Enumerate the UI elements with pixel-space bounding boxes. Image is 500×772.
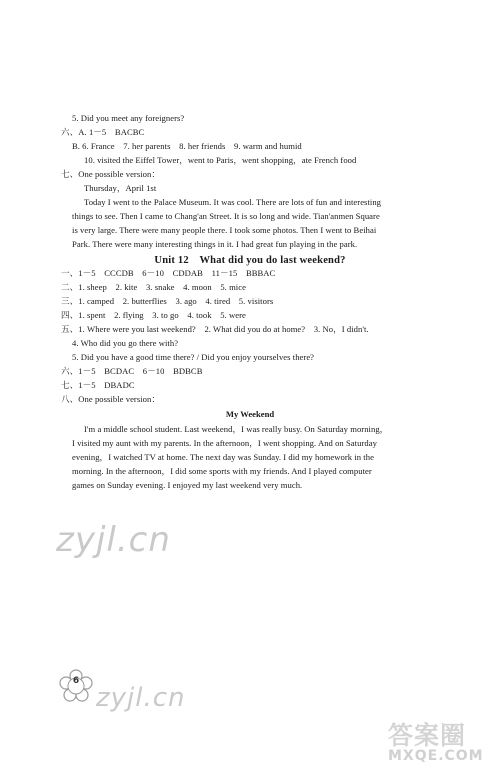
corner-watermark-url: MXQE.COM: [388, 748, 484, 764]
essay-line: I visited my aunt with my parents. In the afternoon，I went shopping. And on Saturday: [72, 438, 377, 448]
flower-icon: [58, 668, 94, 704]
answer-line: 八、One possible version：: [61, 394, 161, 404]
answer-line: 二、1. sheep 2. kite 3. snake 4. moon 5. mice: [61, 282, 246, 292]
answer-line: 4. Who did you go there with?: [72, 338, 179, 348]
diary-line: things to see. Then I came to Chang'an Street. It is so long and wide. Tian'anmen Square: [72, 211, 380, 221]
essay-title: My Weekend: [225, 409, 275, 419]
essay-line: evening，I watched TV at home. The next day was Sunday. I did my homework in the: [72, 452, 374, 462]
corner-watermark: [388, 722, 484, 764]
section-seven-heading: 七、One possible version：: [61, 169, 161, 179]
diary-line: is very large. There were many people there. I took some photos. Then I went to Beihai: [72, 225, 377, 235]
unit-title: Unit 12 What did you do last weekend?: [154, 255, 346, 266]
essay-line: I'm a middle school student. Last weekend，I was really busy. On Saturday morning，: [84, 424, 389, 434]
q5-line: 5. Did you meet any foreigners?: [72, 113, 185, 123]
watermark-logo: zyjl.cn: [56, 520, 171, 560]
watermark-logo-bottom: zyjl.cn: [96, 683, 186, 713]
section-six-b: B. 6. France 7. her parents 8. her friends 9. warm and humid: [72, 141, 302, 151]
answer-line: 三、1. camped 2. butterflies 3. ago 4. tired 5. visitors: [61, 296, 274, 306]
answer-line: 六、1－5 BCDAC 6－10 BDBCB: [61, 366, 203, 376]
answer-line: 七、1－5 DBADC: [61, 380, 135, 390]
answer-line: 五、1. Where were you last weekend? 2. What did you do at home? 3. No，I didn't.: [61, 324, 369, 334]
diary-line: Today I went to the Palace Museum. It was cool. There are lots of fun and interesting: [84, 197, 382, 207]
page-number: 6: [72, 676, 80, 686]
essay-line: games on Sunday evening. I enjoyed my last weekend very much.: [72, 480, 303, 490]
answer-line: 一、1－5 CCCDB 6－10 CDDAB 11－15 BBBAC: [61, 268, 276, 278]
section-six-b-10: 10. visited the Eiffel Tower，went to Paris，went shopping，ate French food: [84, 155, 357, 165]
answer-line: 四、1. spent 2. flying 3. to go 4. took 5. were: [61, 310, 246, 320]
essay-line: morning. In the afternoon，I did some sports with my friends. And I played computer: [72, 466, 372, 476]
diary-line: Park. There were many interesting things in it. I had great fun playing in the park.: [72, 239, 358, 249]
diary-date: Thursday，April 1st: [84, 183, 157, 193]
corner-watermark-text: 答案圈: [388, 721, 467, 750]
answer-line: 5. Did you have a good time there? / Did you enjoy yourselves there?: [72, 352, 315, 362]
section-six-a: 六、A. 1－5 BACBC: [61, 127, 145, 137]
